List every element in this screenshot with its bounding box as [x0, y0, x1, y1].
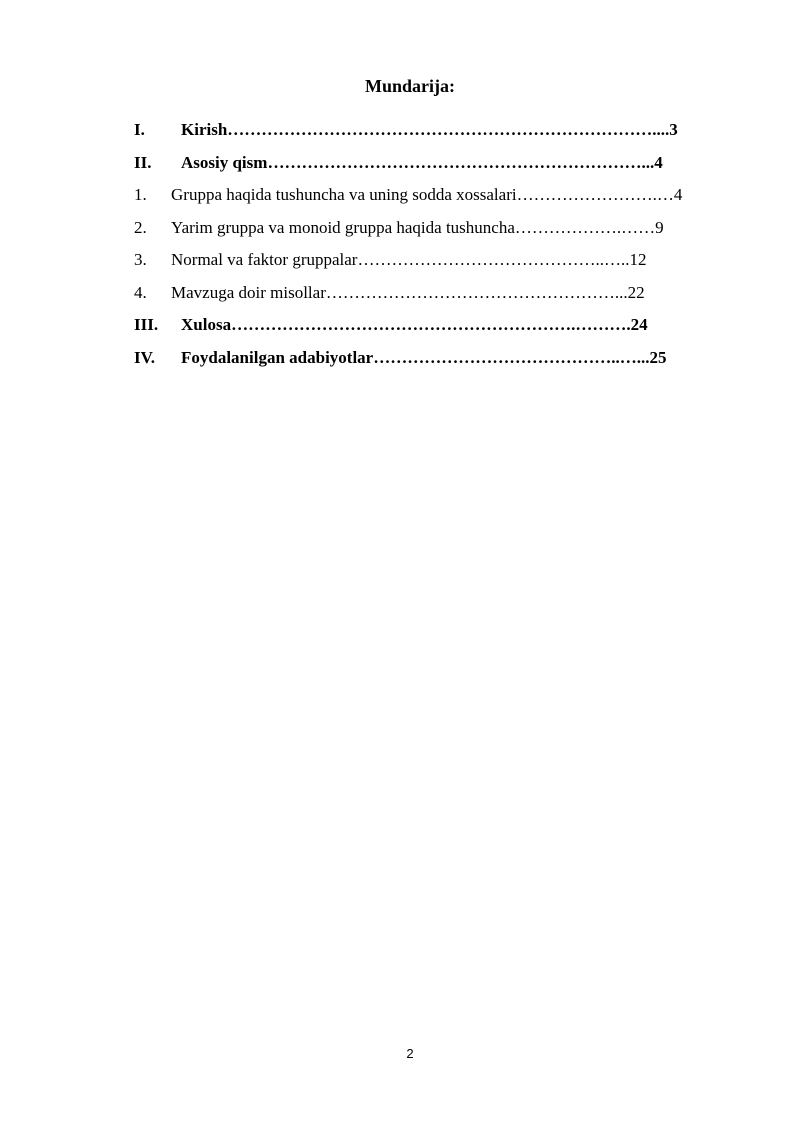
toc-entry-title: Kirish	[181, 120, 228, 139]
toc-entry-number: 1.	[134, 185, 147, 204]
toc-entry-page: 22	[627, 282, 645, 302]
toc-entry-number: 3.	[134, 250, 147, 269]
toc-entry-title: Normal va faktor gruppalar	[171, 250, 358, 269]
toc-entry-leader: ……………….……	[514, 217, 656, 237]
toc-entry-number: 4.	[134, 282, 147, 302]
toc-entry-title: Asosiy qism	[181, 152, 268, 172]
toc-entry-kirish[interactable]	[134, 118, 724, 151]
toc-entry-page: 9	[655, 217, 664, 237]
toc-entry-xulosa[interactable]	[134, 313, 724, 346]
toc-entry-title: Foydalanilgan adabiyotlar	[181, 347, 374, 367]
toc-entry-yarim-gruppa[interactable]	[134, 216, 724, 249]
toc-entry-adabiyotlar[interactable]	[134, 346, 724, 379]
toc-entry-leader: …………………….…	[516, 185, 674, 204]
toc-entry-page: 12	[629, 250, 647, 269]
toc-entry-leader: ……………………………………………...	[325, 282, 628, 302]
toc-entry-number: IV.	[134, 347, 155, 367]
toc-entry-gruppa[interactable]	[134, 183, 724, 216]
toc-entry-page: 25	[649, 347, 667, 367]
toc-entry-page: 3	[669, 120, 678, 139]
toc-entry-page: 24	[630, 315, 648, 334]
toc-entry-leader: ……………………………………..…..	[357, 250, 630, 269]
toc-entry-number: I.	[134, 120, 145, 139]
toc-entry-number: 2.	[134, 217, 147, 237]
toc-entry-title: Mavzuga doir misollar	[171, 282, 326, 302]
toc-entry-leader: …………………………………………………………………....	[227, 120, 670, 139]
toc-entry-number: III.	[134, 315, 159, 334]
toc-entry-misollar[interactable]	[134, 281, 724, 314]
toc-title: Mundarija:	[365, 76, 455, 96]
toc-entry-title: Xulosa	[181, 315, 232, 334]
toc-entry-asosiy-qism[interactable]	[134, 151, 724, 184]
toc-entry-leader: ……………………………………..…...	[373, 347, 650, 367]
toc-entry-page: 4	[673, 185, 683, 204]
toc-entry-leader: …………………………………………………………...	[267, 152, 655, 172]
toc-entry-title: Yarim gruppa va monoid gruppa haqida tushuncha	[171, 217, 515, 237]
toc-entry-number: II.	[134, 152, 152, 172]
toc-entry-title: Gruppa haqida tushuncha va uning sodda xossalari	[171, 185, 517, 204]
page-number: 2	[406, 1046, 414, 1061]
toc-entry-leader: …………………………………………………….……….	[231, 315, 631, 334]
table-of-contents	[134, 118, 724, 378]
toc-entry-page: 4	[654, 152, 663, 172]
toc-entry-normal-faktor[interactable]	[134, 248, 724, 281]
